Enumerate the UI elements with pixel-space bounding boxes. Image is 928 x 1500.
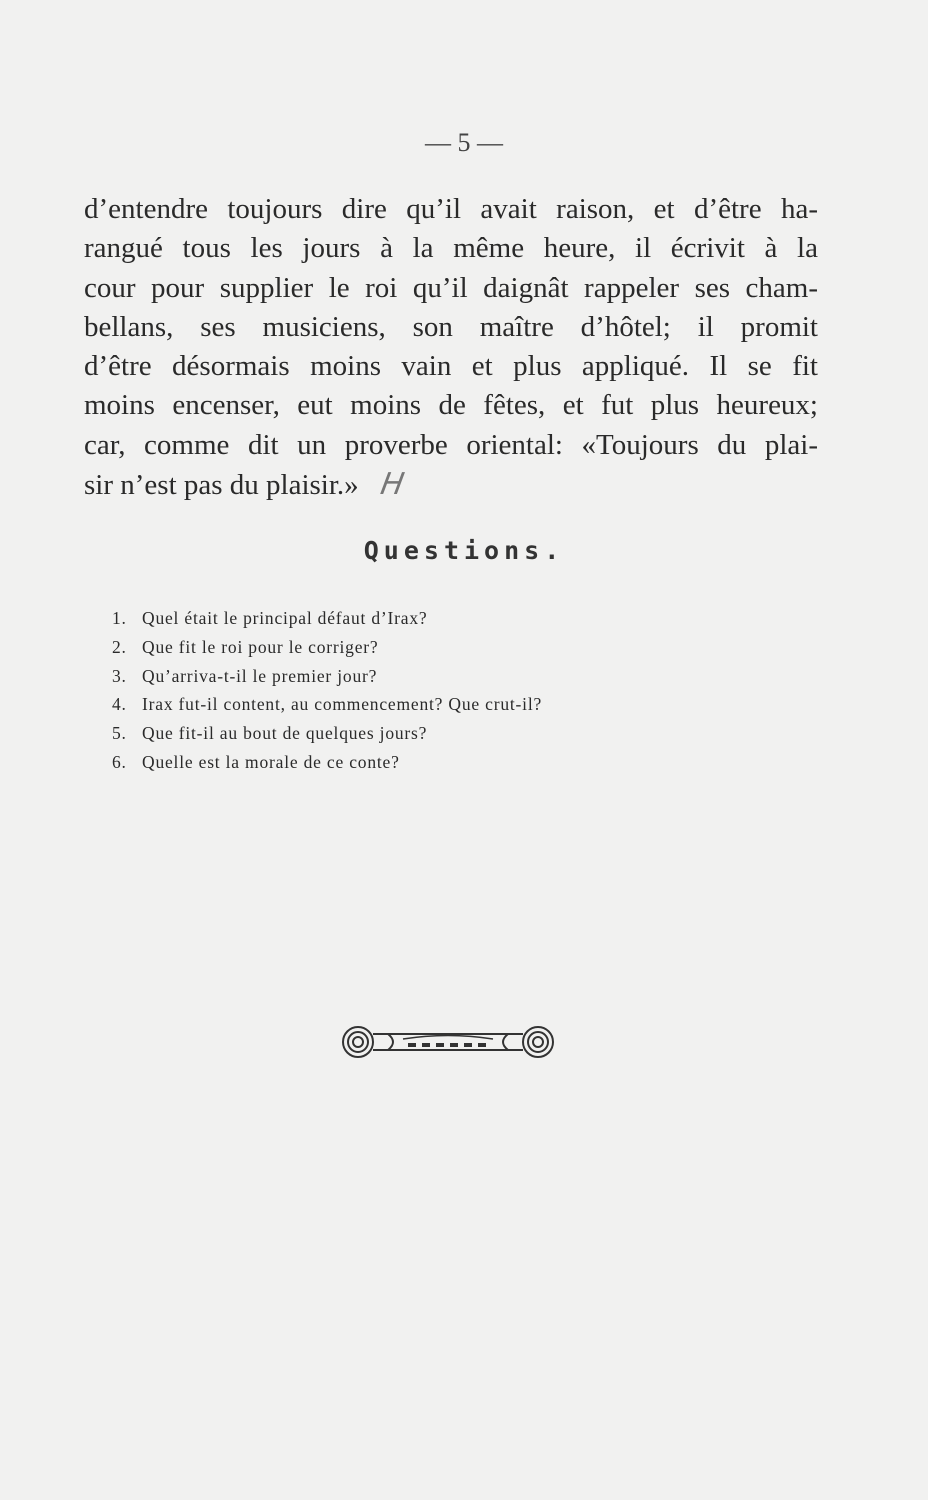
questions-list	[112, 604, 752, 777]
question-item	[112, 604, 752, 633]
question-number: 4.	[112, 694, 127, 715]
question-text: Quelle est la morale de ce conte?	[142, 751, 400, 772]
question-item	[112, 690, 752, 719]
question-item	[112, 633, 752, 662]
body-line: rangué tous les jours à la même heure, il écrivit à la	[84, 232, 818, 265]
question-text: Irax fut-il content, au commencement? Que crut-il?	[142, 694, 543, 715]
question-text: Que fit-il au bout de quelques jours?	[142, 723, 428, 744]
question-text: Qu’arriva-t-il le premier jour?	[142, 665, 378, 686]
body-line: d’entendre toujours dire qu’il avait raison, et d’être ha-	[84, 193, 818, 225]
body-line: d’être désormais moins vain et plus appliqué. Il se fit	[84, 350, 818, 383]
body-line: sir n’est pas du plaisir.»	[84, 469, 359, 502]
question-text: Que fit le roi pour le corriger?	[142, 636, 379, 657]
ornament-icon	[338, 1022, 558, 1062]
question-item	[112, 662, 752, 691]
body-text	[84, 190, 818, 504]
body-line: car, comme dit un proverbe oriental: «Toujours du plai-	[84, 428, 818, 461]
question-number: 2.	[112, 636, 127, 657]
body-line: cour pour supplier le roi qu’il daignât rappeler ses cham-	[84, 271, 818, 304]
question-number: 1.	[112, 608, 127, 628]
question-number: 6.	[112, 751, 127, 772]
handwritten-mark: H	[377, 467, 407, 503]
question-item	[112, 748, 752, 777]
questions-heading: Questions.	[363, 536, 565, 565]
body-line: moins encenser, eut moins de fêtes, et fut plus heureux;	[84, 389, 818, 422]
question-item	[112, 719, 752, 748]
question-number: 5.	[112, 723, 127, 744]
page-number: — 5 —	[425, 128, 503, 157]
question-text: Quel était le principal défaut d’Irax?	[142, 608, 428, 628]
body-line: bellans, ses musiciens, son maître d’hôtel; il promit	[84, 310, 818, 343]
body-line-last	[84, 465, 818, 504]
question-number: 3.	[112, 665, 127, 686]
